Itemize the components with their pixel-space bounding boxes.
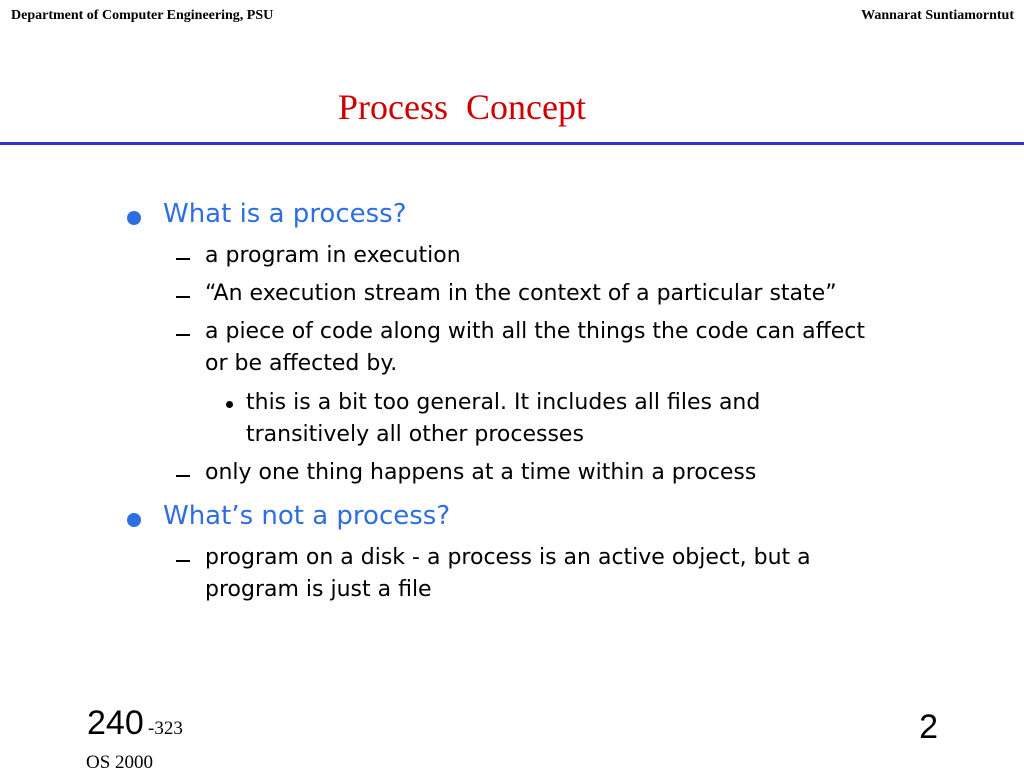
sub-bullet-text: a program in execution [205,243,461,268]
header-author: Wannarat Suntiamorntut [861,8,1014,23]
sub-bullet-text-continued: or be affected by. [205,351,398,376]
sub-bullet-text: only one thing happens at a time within a process [205,460,757,485]
bullet-dot-icon [127,513,141,527]
slide-title: Process Concept [338,87,586,127]
dash-icon [176,560,190,562]
dash-icon [176,334,190,336]
sub-bullet-text: “An execution stream in the context of a particular state” [205,281,837,306]
small-bullet-icon [226,401,233,408]
bullet-dot-icon [127,211,141,225]
dash-icon [176,296,190,298]
course-number-suffix: -323 [148,718,183,739]
sub-bullet-text: a piece of code along with all the things the code can affect [205,319,865,344]
sub-bullet-text: program on a disk - a process is an active object, but a [205,545,811,570]
page-number: 2 [919,708,938,746]
course-subtitle: OS 2000 [86,752,154,773]
dash-icon [176,258,190,260]
bullet-heading: What is a process? [163,199,407,229]
sub-sub-bullet-text-continued: transitively all other processes [246,422,584,447]
dash-icon [176,475,190,477]
bullet-heading: What’s not a process? [163,501,451,531]
sub-bullet-text-continued: program is just a file [205,577,432,602]
header-department: Department of Computer Engineering, PSU [11,8,274,23]
course-number: 240 [87,704,144,742]
sub-sub-bullet-text: this is a bit too general. It includes all files and [246,390,761,415]
